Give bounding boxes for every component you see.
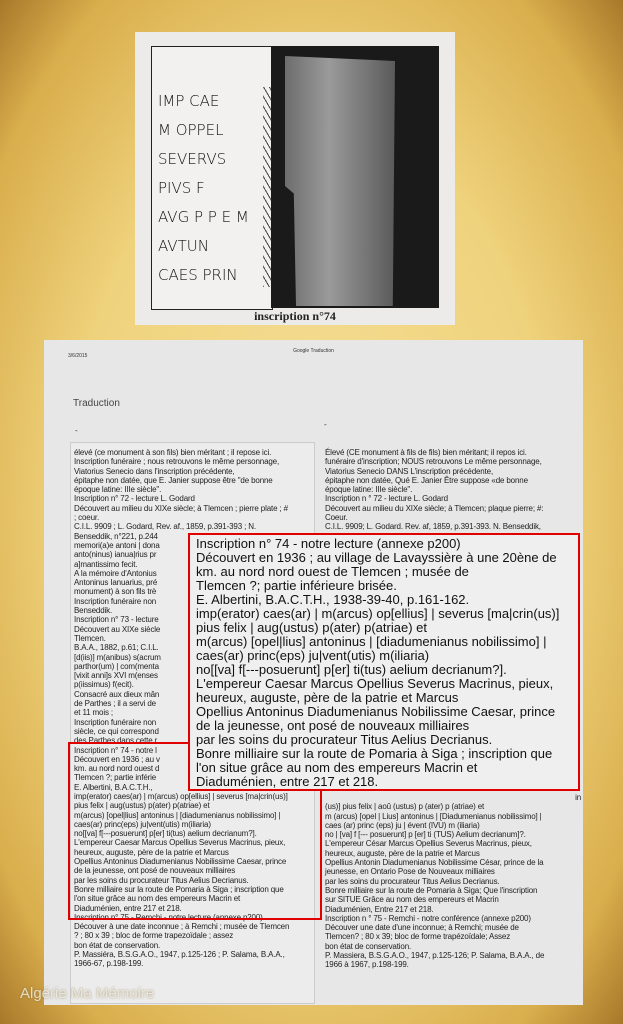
source-line: m(arcus) [opel|lius] antoninus | [diadumenianus nobilissimo] | — [74, 810, 281, 820]
inscription-drawing — [151, 46, 273, 310]
drawing-glyphs — [158, 87, 249, 290]
translated-line: funéraire d'inscription; NOUS retrouvons Le même personnage, — [325, 457, 542, 467]
app-title: Google Traduction — [293, 348, 334, 354]
translated-text-top — [325, 448, 581, 532]
source-line: bon état de conservation. — [74, 940, 161, 950]
highlight-line: heureux, auguste, père de la patrie et Marcus — [196, 690, 459, 705]
source-language-marker: - — [75, 426, 78, 435]
page-heading: Traduction — [73, 398, 120, 409]
translated-line: heureux, auguste, père de la patrie et Marcus — [325, 848, 480, 858]
drawing-line: AVTUN — [158, 237, 209, 255]
inscription-photo-card — [135, 32, 455, 325]
source-line: Bonre milliaire sur la route de Pomaria à Siga ; inscription que — [74, 884, 284, 894]
highlight-line: de la jeunesse, ont posé de nouveaux milliaires — [196, 718, 470, 733]
source-line: de Parthes ; il a servi de — [74, 699, 156, 709]
source-line: Inscription funéraire non — [74, 717, 157, 727]
source-line: époque latine: IIIe siècle". — [74, 485, 162, 495]
translated-line: in — [575, 793, 581, 802]
source-line: Benseddik. — [74, 606, 113, 616]
highlight-line: Découvert en 1936 ; au village de Lavayssière à une 20ène de — [196, 550, 557, 565]
source-line: caes(ar) princ(eps) ju|vent(utis) m(iliaria) — [74, 819, 211, 829]
source-line: [vixit anni]s XVI m(enses — [74, 671, 158, 681]
source-line: Inscription n° 75 - Remchi - notre lecture (annexe p200) — [74, 912, 263, 922]
photo-caption: inscription n°74 — [254, 309, 336, 323]
source-line: heureux, auguste, père de la patrie et Marcus — [74, 847, 229, 857]
source-line: des Parthes dans cette r — [74, 736, 158, 746]
highlight-line: km. au nord nord ouest de Tlemcen ; musée de — [196, 564, 469, 579]
source-line: par les soins du procurateur Titus Aelius Decrianus. — [74, 875, 249, 885]
source-line: élevé (ce monument à son fils) bien méritant ; il repose ici. — [74, 448, 272, 457]
source-line: Découver à une date inconnue ; à Remchi ; musée de Tlemcen — [74, 922, 290, 932]
highlight-zoom-box — [188, 533, 580, 791]
highlight-line: Opellius Antoninus Diadumenianus Nobilissime Caesar, prince — [196, 704, 556, 719]
drawing-line: PIVS F — [158, 179, 205, 197]
highlight-line: no[[va] f[---posuerunt] p[er] ti(tus) aelium decrianum?]. — [196, 662, 507, 677]
source-line: Inscription n° 72 - lecture L. Godard — [74, 494, 195, 504]
source-line: Benseddik, n°221, p.244 — [74, 531, 158, 541]
source-line: E. Albertini, B.A.C.T.H., — [74, 782, 153, 792]
highlight-line: Bonre milliaire sur la route de Pomaria à Siga ; inscription que — [196, 746, 553, 761]
source-line: ? ; 80 x 39 ; bloc de forme trapezoïdale ; assez — [74, 931, 234, 941]
source-line: L'empereur Caesar Marcus Opellius Severus Macrinus, pieux, — [74, 838, 286, 848]
source-line: C.I.L. 9909 ; L. Godard, Rev. af., 1859, p.391-393 ; N. — [74, 522, 256, 532]
source-line: a]mantissimo fecit. — [74, 559, 138, 569]
print-date: 3/6/2015 — [68, 353, 88, 359]
highlight-line: E. Albertini, B.A.C.T.H., 1938-39-40, p.161-162. — [196, 592, 470, 607]
translated-line: Élevé (CE monument à fils de fils) bien méritant; il repos ici. — [325, 448, 527, 457]
source-line: Tlemcen ?; partie inférie — [74, 773, 157, 783]
source-line: anto(ninus) ianua|rius pr — [74, 550, 157, 560]
source-line: Inscription n° 73 - lecture — [74, 615, 159, 625]
source-line: Diaduménien, entre 217 et 218. — [74, 903, 182, 913]
highlight-line: Tlemcen ?; partie inférieure brisée. — [196, 578, 397, 593]
translated-line: m (arcus) [opel | Lius] antoninus | [Diadumenianus nobilissimo] | — [325, 811, 542, 821]
translated-line: époque latine: IIIe siècle". — [325, 485, 413, 495]
translated-line: par les soins du procurateur Titus Aelius Decrianus. — [325, 876, 500, 886]
translated-line: (us)] pius felix | aoû (ustus) p (ater) p (atriae) et — [325, 802, 485, 812]
translated-line: L'empereur César Marcus Opellius Severus Macrinus, pieux, — [325, 839, 532, 849]
source-line: Découvert en 1936 ; au v — [74, 754, 160, 764]
translated-line: Bonre milliaire sur la route de Pomaria à Siga; Que l'inscription — [325, 885, 538, 895]
highlight-text — [196, 537, 578, 789]
highlight-line: l'on situe grâce au nom des empereurs Macrin et — [196, 760, 478, 775]
source-line: Inscription funéraire ; nous retrouvons le même personnage, — [74, 457, 280, 467]
source-line: [d(iis)] m(anibus) s(acrum — [74, 652, 161, 662]
hatching — [263, 87, 271, 287]
target-language-marker: - — [324, 420, 327, 429]
highlight-line: caes(ar) princ(eps) ju|vent(utis) m(iliaria) — [196, 648, 430, 663]
translated-line: Diaduménien, Entre 217 et 218. — [325, 904, 434, 914]
source-line: siècle, ce qui correspond — [74, 726, 159, 736]
stone-photo — [271, 46, 439, 308]
drawing-line: M OPPEL — [158, 121, 224, 139]
highlight-line: m(arcus) [opel|lius] antoninus | [diadumenianus nobilissimo] | — [196, 634, 547, 649]
highlight-line: pius felix | aug(ustus) p(ater) p(atriae) et — [196, 620, 427, 635]
source-line: Antoninus Ianuarius, pré — [74, 578, 158, 588]
highlight-line: Inscription n° 74 - notre lecture (annexe p200) — [196, 536, 461, 551]
translated-line: Opellius Antonin Diadumenianus Nobilissime César, prince de la — [325, 858, 544, 868]
source-line: l'on situe grâce au nom des empereurs Macrin et — [74, 894, 241, 904]
highlight-line: imp(erator) caes(ar) | m(arcus) op[ellius] | severus [ma|crin(us)] — [196, 606, 560, 621]
highlight-line: L'empereur Caesar Marcus Opellius Severus Macrinus, pieux, — [196, 676, 554, 691]
translated-line: 1966 à 1967, p.198-199. — [325, 960, 409, 970]
source-line: Inscription n° 74 - notre l — [74, 745, 157, 755]
translated-line: Coeur. — [325, 513, 348, 523]
translated-text-bottom — [325, 793, 581, 970]
watermark: Algérie Ma Mémoire — [20, 985, 155, 1002]
translated-line: Tlemcen? ; 80 x 39; bloc de forme trapézoïdale; Assez — [325, 932, 511, 942]
source-line: Consacré aux dieux mân — [74, 689, 160, 699]
source-line: Découvert au XIXe siècle — [74, 624, 161, 634]
milestone-rock — [285, 56, 395, 306]
source-line: parthor(um) | com(menta — [74, 661, 159, 671]
translated-line: jeunesse, en Ontario Pose de Nouveaux milliaires — [325, 867, 495, 877]
translated-line: Découver une date d'une inconnue; à Remchi; musée de — [325, 923, 519, 933]
translated-line: bon état de conservation. — [325, 941, 412, 951]
drawing-line: SEVERVS — [158, 150, 227, 168]
source-line: épitaphe non datée, que E. Janier suppose être "de bonne — [74, 475, 273, 485]
source-line: p(iissimus) f(ecit). — [74, 680, 134, 690]
translated-line: C.I.L. 9909; L. Godard. Rev. af, 1859, p.391-393. N. Benseddik, — [325, 522, 541, 532]
source-line: Viatorius Senecio dans l'inscription précédente, — [74, 466, 235, 476]
source-line: Tlemcen. — [74, 633, 106, 643]
source-line: P. Massiéra, B.S.G.A.O., 1947, p.125-126 ; P. Salama, B.A.A., — [74, 950, 285, 960]
source-line: memori(a)e antoni | dona — [74, 540, 160, 550]
source-line: et 11 mois ; — [74, 708, 113, 718]
translated-line: Inscription n ° 75 - Remchi - notre conférence (annexe p200) — [325, 913, 531, 923]
translated-line: caes (ar) princ (eps) ju | évent (IVU) m (iliaria) — [325, 820, 480, 830]
highlight-line: Diaduménien, entre 217 et 218. — [196, 774, 379, 789]
source-line: Découvert au milieu du XIXe siècle; à Tlemcen ; pierre plate ; # — [74, 503, 288, 513]
highlight-line: par les soins du procurateur Titus Aelius Decrianus. — [196, 732, 493, 747]
source-line: ; coeur. — [74, 513, 100, 523]
translated-line: Découvert au milieu du XIXe siècle; à Tlemcen; plaque pierre; #: — [325, 503, 544, 513]
translated-line: sur SITUE Grâce au nom des empereurs et Macrin — [325, 895, 499, 905]
source-line: imp(erator) caes(ar) | m(arcus) op[ellius] | severus [ma|crin(us)] — [74, 791, 288, 801]
translated-line: no | [va] f [--- posuerunt] p [er] ti (TUS) Aelium decrianum]?. — [325, 830, 526, 840]
source-line: monument) à son fils trè — [74, 587, 157, 597]
drawing-line: CAES PRIN — [158, 266, 238, 284]
source-line: Inscription funéraire non — [74, 596, 157, 606]
source-line: 1966-67, p.198-199. — [74, 959, 144, 969]
source-line: Opellius Antoninus Diadumenianus Nobilissime Caesar, prince — [74, 857, 287, 867]
translated-line: Viatorius Senecio DANS L'inscription précédente, — [325, 466, 494, 476]
source-line: no[[va] f[---posuerunt] p[er] ti(tus) aelium decrianum?]. — [74, 829, 257, 839]
drawing-line: AVG P P E M — [158, 208, 249, 226]
source-line: A la mémoire d'Antonius — [74, 568, 157, 578]
source-line: km. au nord nord ouest d — [74, 764, 160, 774]
translated-line: P. Massiera, B.S.G.A.O., 1947, p.125-126; P. Salama, B.A.A., de — [325, 951, 545, 961]
source-line: B.A.A., 1882, p.61; C.I.L. — [74, 643, 159, 653]
source-line: pius felix | aug(ustus) p(ater) p(atriae) et — [74, 801, 210, 811]
drawing-line: IMP CAE — [158, 92, 220, 110]
translated-line: épitaphe non datée, Qué E. Janier Être suppose «de bonne — [325, 475, 528, 485]
translated-line: Inscription n ° 72 - lecture L. Godard — [325, 494, 448, 504]
source-line: de la jeunesse, ont posé de nouveaux milliaires — [74, 866, 236, 876]
